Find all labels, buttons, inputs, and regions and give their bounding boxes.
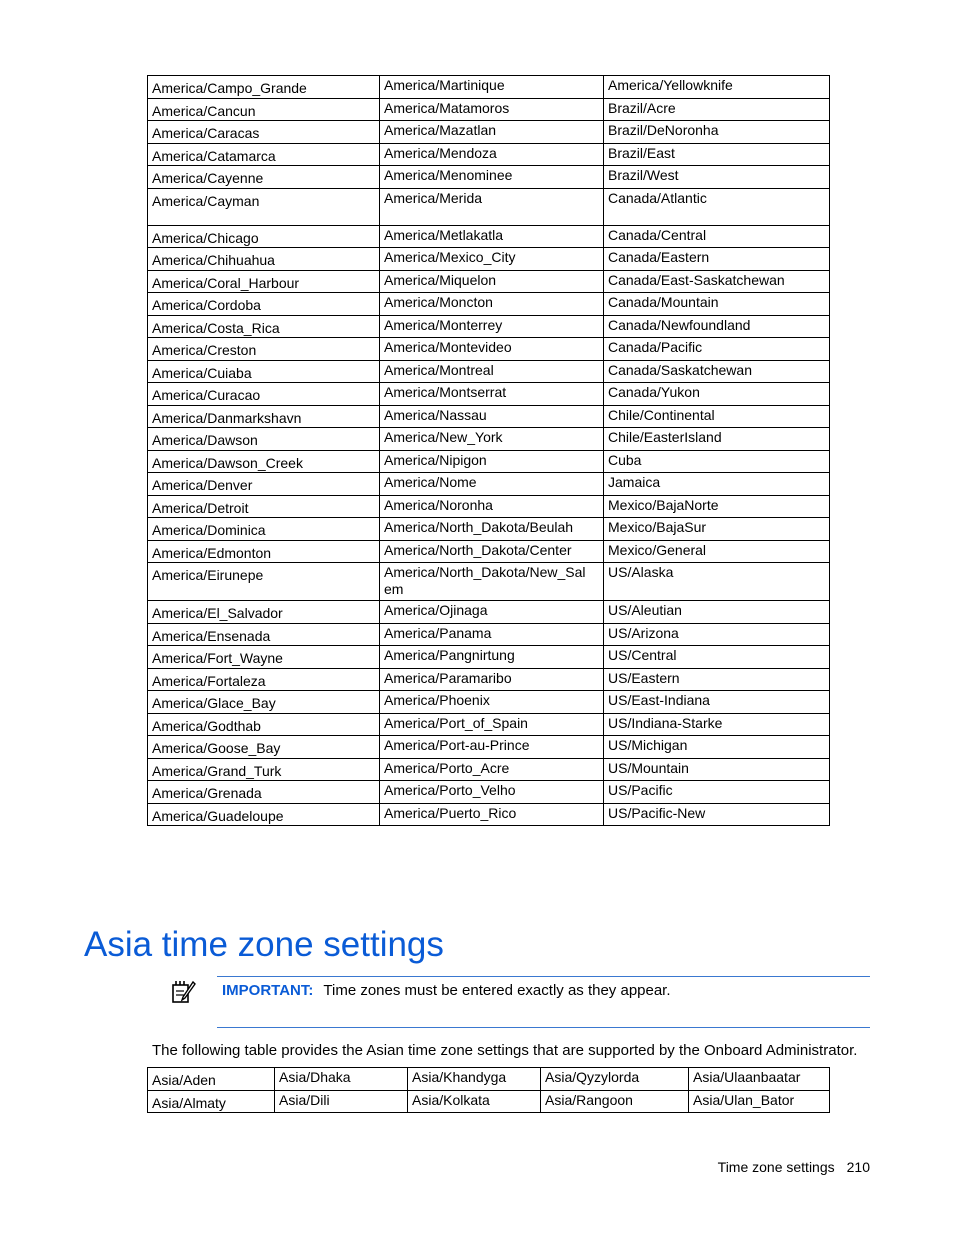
table-cell: America/Pangnirtung <box>380 646 604 669</box>
table-cell: America/Costa_Rica <box>148 315 380 338</box>
table-row <box>148 563 830 601</box>
table-cell: America/Edmonton <box>148 540 380 563</box>
table-row <box>148 166 830 189</box>
table-row <box>148 668 830 691</box>
table-row <box>148 428 830 451</box>
table-cell: Cuba <box>604 450 830 473</box>
table-cell: America/Yellowknife <box>604 76 830 99</box>
table-cell: Chile/EasterIsland <box>604 428 830 451</box>
table-row <box>148 713 830 736</box>
table-cell: America/Mexico_City <box>380 248 604 271</box>
table-cell: America/Nipigon <box>380 450 604 473</box>
table-cell: America/Coral_Harbour <box>148 270 380 293</box>
table-row <box>148 803 830 826</box>
table-cell: US/Central <box>604 646 830 669</box>
table-cell: Asia/Qyzylorda <box>541 1068 689 1091</box>
table-cell: America/Campo_Grande <box>148 76 380 99</box>
table-cell: America/Port_of_Spain <box>380 713 604 736</box>
table-row <box>148 76 830 99</box>
table-cell: Canada/Yukon <box>604 383 830 406</box>
note-text: Time zones must be entered exactly as they appear. <box>323 982 671 999</box>
table-cell: Asia/Kolkata <box>408 1090 541 1113</box>
table-cell: America/Merida <box>380 188 604 225</box>
table-row <box>148 121 830 144</box>
table-cell: Mexico/General <box>604 540 830 563</box>
table-cell: Canada/Eastern <box>604 248 830 271</box>
table-cell: Asia/Almaty <box>148 1090 275 1113</box>
table-cell: America/Matamoros <box>380 98 604 121</box>
table-cell: Asia/Khandyga <box>408 1068 541 1091</box>
table-cell: America/Fort_Wayne <box>148 646 380 669</box>
table-cell: Canada/Central <box>604 225 830 248</box>
table-row <box>148 758 830 781</box>
table-cell: America/Catamarca <box>148 143 380 166</box>
table-cell: US/East-Indiana <box>604 691 830 714</box>
table-cell: America/Paramaribo <box>380 668 604 691</box>
table-cell: Brazil/East <box>604 143 830 166</box>
page-footer <box>718 1159 870 1175</box>
table-row <box>148 1068 830 1091</box>
table-cell: Asia/Dhaka <box>275 1068 408 1091</box>
table-cell: America/Menominee <box>380 166 604 189</box>
table-cell: America/Mazatlan <box>380 121 604 144</box>
table-cell: America/Cuiaba <box>148 360 380 383</box>
table-cell: America/North_Dakota/Beulah <box>380 518 604 541</box>
table-cell: US/Eastern <box>604 668 830 691</box>
table-cell: America/Dawson <box>148 428 380 451</box>
table-row <box>148 495 830 518</box>
table-cell: America/Chihuahua <box>148 248 380 271</box>
table-cell: America/Porto_Acre <box>380 758 604 781</box>
table-row <box>148 270 830 293</box>
table-cell: America/El_Salvador <box>148 601 380 624</box>
table-cell: America/Martinique <box>380 76 604 99</box>
table-cell: America/Nassau <box>380 405 604 428</box>
table-cell: America/North_Dakota/New_Sal em <box>380 563 604 601</box>
table-row <box>148 646 830 669</box>
table-cell: America/Noronha <box>380 495 604 518</box>
america-table-body <box>148 76 830 826</box>
table-cell: America/Montserrat <box>380 383 604 406</box>
table-cell: Asia/Dili <box>275 1090 408 1113</box>
table-cell: America/Caracas <box>148 121 380 144</box>
table-cell: America/Montevideo <box>380 338 604 361</box>
table-row <box>148 1090 830 1113</box>
table-cell: America/Moncton <box>380 293 604 316</box>
asia-timezone-table <box>147 1067 830 1113</box>
table-cell: Canada/Newfoundland <box>604 315 830 338</box>
table-row <box>148 248 830 271</box>
footer-section-name: Time zone settings <box>717 1159 835 1175</box>
table-row <box>148 473 830 496</box>
table-cell: US/Indiana-Starke <box>604 713 830 736</box>
table-row <box>148 225 830 248</box>
table-cell: Canada/Saskatchewan <box>604 360 830 383</box>
table-row <box>148 540 830 563</box>
page-number: 210 <box>846 1159 870 1175</box>
table-cell: America/North_Dakota/Center <box>380 540 604 563</box>
table-row <box>148 383 830 406</box>
table-cell: Brazil/Acre <box>604 98 830 121</box>
table-row <box>148 781 830 804</box>
table-cell: Asia/Rangoon <box>541 1090 689 1113</box>
table-cell: Chile/Continental <box>604 405 830 428</box>
table-cell: US/Pacific-New <box>604 803 830 826</box>
table-cell: America/Cancun <box>148 98 380 121</box>
table-cell: America/Ojinaga <box>380 601 604 624</box>
table-cell: America/Miquelon <box>380 270 604 293</box>
table-cell: America/Cordoba <box>148 293 380 316</box>
note-label: IMPORTANT: <box>222 982 314 999</box>
table-cell: America/Creston <box>148 338 380 361</box>
table-cell: US/Arizona <box>604 623 830 646</box>
table-cell: America/Detroit <box>148 495 380 518</box>
table-cell: America/Eirunepe <box>148 563 380 601</box>
table-cell: America/New_York <box>380 428 604 451</box>
important-note <box>222 982 671 999</box>
table-cell: Canada/Atlantic <box>604 188 830 225</box>
table-cell: US/Mountain <box>604 758 830 781</box>
table-cell: America/Grand_Turk <box>148 758 380 781</box>
table-row <box>148 338 830 361</box>
table-row <box>148 601 830 624</box>
table-cell: America/Porto_Velho <box>380 781 604 804</box>
note-bottom-rule <box>217 1027 870 1028</box>
table-cell: America/Monterrey <box>380 315 604 338</box>
table-cell: America/Panama <box>380 623 604 646</box>
table-row <box>148 691 830 714</box>
table-row <box>148 518 830 541</box>
table-cell: America/Guadeloupe <box>148 803 380 826</box>
table-cell: Brazil/West <box>604 166 830 189</box>
note-top-rule <box>217 976 870 977</box>
table-cell: America/Cayman <box>148 188 380 225</box>
table-cell: America/Port-au-Prince <box>380 736 604 759</box>
table-row <box>148 450 830 473</box>
important-note-icon <box>170 979 196 1005</box>
table-cell: Asia/Aden <box>148 1068 275 1091</box>
table-cell: America/Godthab <box>148 713 380 736</box>
table-cell: America/Danmarkshavn <box>148 405 380 428</box>
table-row <box>148 315 830 338</box>
table-row <box>148 405 830 428</box>
table-cell: Asia/Ulaanbaatar <box>689 1068 830 1091</box>
table-cell: Brazil/DeNoronha <box>604 121 830 144</box>
table-cell: Canada/East-Saskatchewan <box>604 270 830 293</box>
table-cell: America/Nome <box>380 473 604 496</box>
table-cell: Mexico/BajaNorte <box>604 495 830 518</box>
table-cell: America/Metlakatla <box>380 225 604 248</box>
table-cell: America/Phoenix <box>380 691 604 714</box>
table-cell: America/Grenada <box>148 781 380 804</box>
table-cell: US/Pacific <box>604 781 830 804</box>
table-cell: America/Curacao <box>148 383 380 406</box>
table-cell: America/Cayenne <box>148 166 380 189</box>
table-row <box>148 188 830 225</box>
table-row <box>148 360 830 383</box>
table-cell: Canada/Pacific <box>604 338 830 361</box>
table-cell: America/Goose_Bay <box>148 736 380 759</box>
table-cell: America/Denver <box>148 473 380 496</box>
table-row <box>148 293 830 316</box>
table-cell: America/Mendoza <box>380 143 604 166</box>
table-cell: US/Aleutian <box>604 601 830 624</box>
table-cell: America/Chicago <box>148 225 380 248</box>
table-cell: Asia/Ulan_Bator <box>689 1090 830 1113</box>
table-cell: Jamaica <box>604 473 830 496</box>
table-cell: America/Montreal <box>380 360 604 383</box>
table-cell: Mexico/BajaSur <box>604 518 830 541</box>
intro-paragraph: The following table provides the Asian time zone settings that are supported by the Onboard Administrator. <box>152 1042 858 1059</box>
table-cell: US/Alaska <box>604 563 830 601</box>
section-heading: Asia time zone settings <box>84 925 444 964</box>
table-cell: Canada/Mountain <box>604 293 830 316</box>
asia-table-body <box>148 1068 830 1113</box>
table-cell: US/Michigan <box>604 736 830 759</box>
america-timezone-table <box>147 75 830 826</box>
table-cell: America/Fortaleza <box>148 668 380 691</box>
table-cell: America/Puerto_Rico <box>380 803 604 826</box>
table-row <box>148 98 830 121</box>
table-row <box>148 736 830 759</box>
table-row <box>148 623 830 646</box>
table-cell: America/Dawson_Creek <box>148 450 380 473</box>
table-cell: America/Dominica <box>148 518 380 541</box>
table-row <box>148 143 830 166</box>
table-cell: America/Glace_Bay <box>148 691 380 714</box>
table-cell: America/Ensenada <box>148 623 380 646</box>
